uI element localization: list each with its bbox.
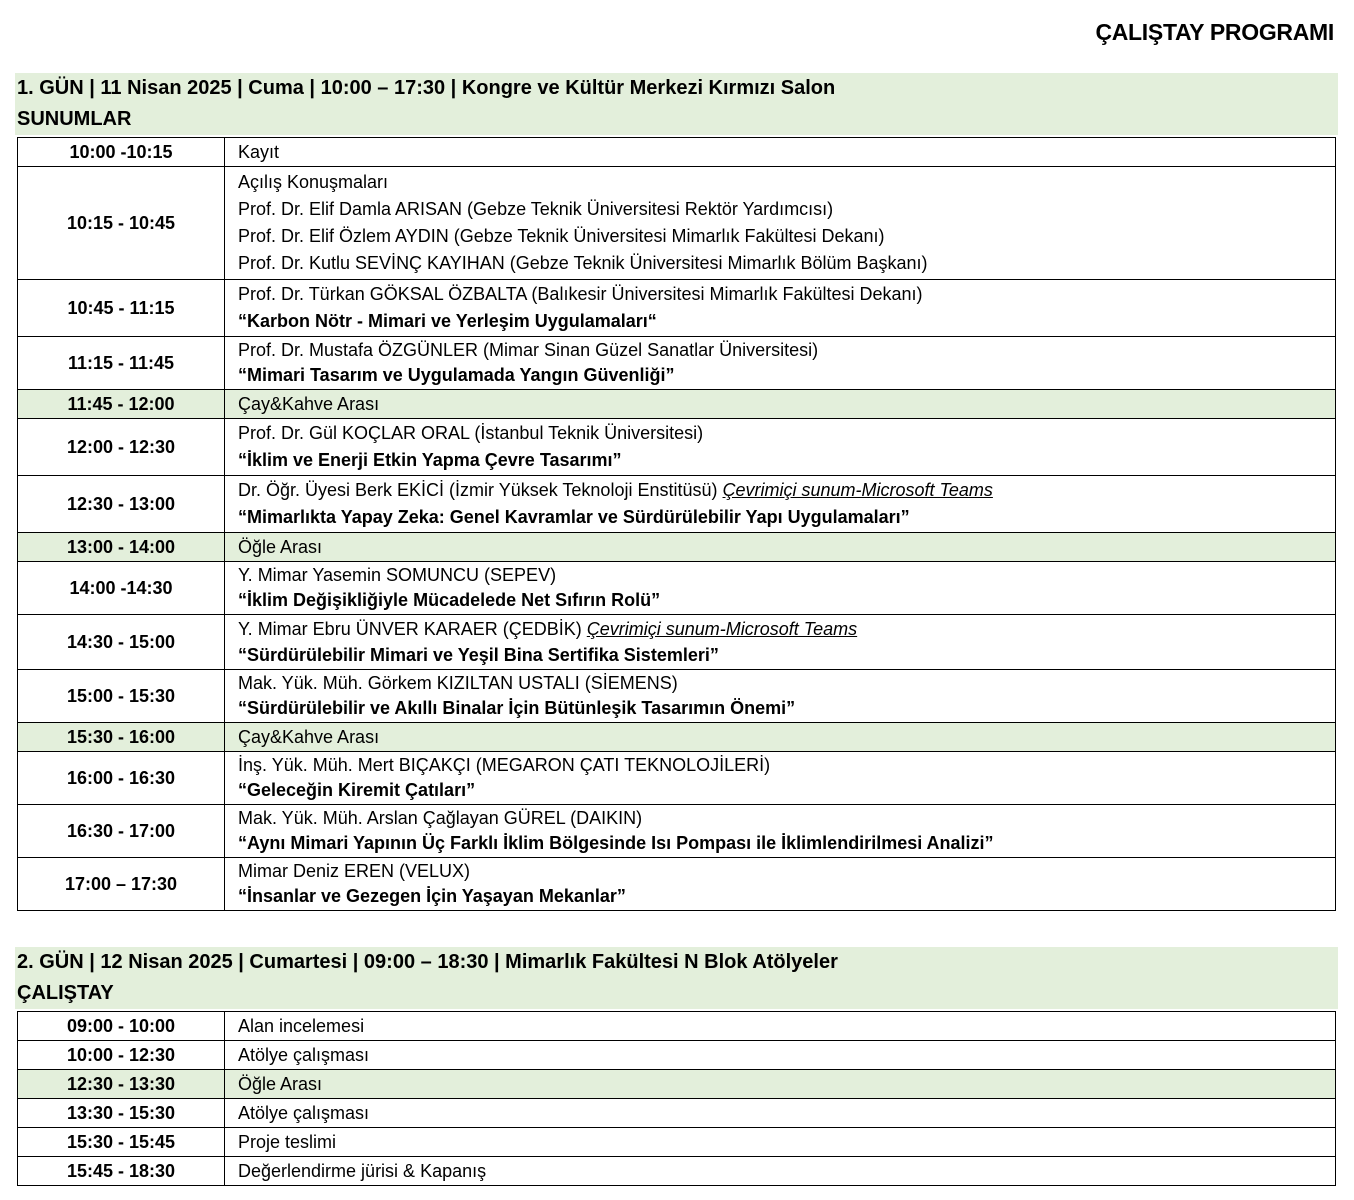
- session-details: [225, 1041, 1336, 1070]
- session-details: [225, 858, 1336, 911]
- session-line: [238, 753, 1335, 778]
- session-line: [238, 1157, 1335, 1185]
- session-line-text: Mak. Yük. Müh. Arslan Çağlayan GÜREL (DAIKIN): [238, 808, 643, 828]
- schedule-row: [18, 476, 1336, 533]
- document-title: ÇALIŞTAY PROGRAMI: [1095, 19, 1334, 45]
- session-line-text: Öğle Arası: [238, 537, 323, 557]
- talk-title-text: “Geleceğin Kiremit Çatıları”: [238, 780, 476, 800]
- session-line-text: Dr. Öğr. Üyesi Berk EKİCİ (İzmir Yüksek Teknoloji Enstitüsü): [238, 480, 718, 500]
- session-line-text: Kayıt: [238, 142, 280, 162]
- time-slot: 17:00 – 17:30: [18, 858, 225, 911]
- time-slot: 09:00 - 10:00: [18, 1012, 225, 1041]
- talk-title-text: “İklim ve Enerji Etkin Yapma Çevre Tasarımı”: [238, 450, 622, 470]
- schedule-row: [18, 138, 1336, 167]
- session-line-text: Prof. Dr. Gül KOÇLAR ORAL (İstanbul Teknik Üniversitesi): [238, 423, 704, 443]
- session-details: [225, 476, 1336, 533]
- schedule-row: [18, 533, 1336, 562]
- session-line: [238, 616, 1335, 642]
- talk-title: [238, 588, 1335, 613]
- schedule-row: [18, 419, 1336, 476]
- session-line: [238, 281, 1335, 308]
- session-line-text: Değerlendirme jürisi & Kapanış: [238, 1161, 487, 1181]
- time-slot: 11:15 - 11:45: [18, 337, 225, 390]
- session-line: [238, 338, 1335, 363]
- schedule-row: [18, 1157, 1336, 1186]
- session-line: [238, 859, 1335, 884]
- session-line: [238, 196, 1335, 223]
- session-line-text: Mimar Deniz EREN (VELUX): [238, 861, 471, 881]
- online-presentation-note: Çevrimiçi sunum-Microsoft Teams: [586, 619, 858, 639]
- session-line: [238, 169, 1335, 196]
- session-line-text: İnş. Yük. Müh. Mert BIÇAKÇI (MEGARON ÇATI TEKNOLOJİLERİ): [238, 755, 771, 775]
- time-slot: 14:00 -14:30: [18, 562, 225, 615]
- session-details: [225, 805, 1336, 858]
- session-line-text: Prof. Dr. Türkan GÖKSAL ÖZBALTA (Balıkesir Üniversitesi Mimarlık Fakültesi Dekanı): [238, 284, 923, 304]
- talk-title-text: “Sürdürülebilir Mimari ve Yeşil Bina Sertifika Sistemleri”: [238, 645, 719, 665]
- session-details: [225, 167, 1336, 280]
- session-line-text: Prof. Dr. Kutlu SEVİNÇ KAYIHAN (Gebze Teknik Üniversitesi Mimarlık Bölüm Başkanı): [238, 253, 928, 273]
- session-details: [225, 1157, 1336, 1186]
- session-line: [238, 1070, 1335, 1098]
- session-line-text: Atölye çalışması: [238, 1103, 370, 1123]
- session-details: [225, 533, 1336, 562]
- session-line: [238, 806, 1335, 831]
- schedule-row: [18, 390, 1336, 419]
- schedule-row: [18, 337, 1336, 390]
- talk-title-text: “Aynı Mimari Yapının Üç Farklı İklim Bölgesinde Isı Pompası ile İklimlendirilmesi Analizi”: [238, 833, 994, 853]
- session-line-text: Y. Mimar Yasemin SOMUNCU (SEPEV): [238, 565, 557, 585]
- schedule-row: [18, 1099, 1336, 1128]
- time-slot: 15:30 - 16:00: [18, 723, 225, 752]
- day2-subheader: ÇALIŞTAY: [17, 982, 114, 1004]
- schedule-row: [18, 805, 1336, 858]
- schedule-row: [18, 562, 1336, 615]
- day2-header-title: 2. GÜN | 12 Nisan 2025 | Cumartesi | 09:00 – 18:30 | Mimarlık Fakültesi N Blok Atölyeler: [17, 951, 838, 973]
- schedule-row: [18, 752, 1336, 805]
- time-slot: 10:45 - 11:15: [18, 280, 225, 337]
- session-details: [225, 723, 1336, 752]
- schedule-row: [18, 280, 1336, 337]
- talk-title: [238, 447, 1335, 474]
- talk-title-text: “Mimarlıkta Yapay Zeka: Genel Kavramlar ve Sürdürülebilir Yapı Uygulamaları”: [238, 507, 910, 527]
- talk-title: [238, 696, 1335, 721]
- time-slot: 10:15 - 10:45: [18, 167, 225, 280]
- session-line: [238, 1041, 1335, 1069]
- time-slot: 12:30 - 13:30: [18, 1070, 225, 1099]
- talk-title: [238, 831, 1335, 856]
- session-details: [225, 390, 1336, 419]
- session-line: [238, 1128, 1335, 1156]
- time-slot: 15:30 - 15:45: [18, 1128, 225, 1157]
- session-line: [238, 671, 1335, 696]
- session-details: [225, 562, 1336, 615]
- time-slot: 10:00 -10:15: [18, 138, 225, 167]
- session-line: [238, 563, 1335, 588]
- time-slot: 12:30 - 13:00: [18, 476, 225, 533]
- schedule-row: [18, 615, 1336, 670]
- time-slot: 15:45 - 18:30: [18, 1157, 225, 1186]
- schedule-row: [18, 1128, 1336, 1157]
- time-slot: 16:30 - 17:00: [18, 805, 225, 858]
- online-presentation-note: Çevrimiçi sunum-Microsoft Teams: [722, 480, 993, 500]
- session-details: [225, 1070, 1336, 1099]
- day1-header: [15, 73, 1338, 135]
- session-line: [238, 723, 1335, 751]
- session-details: [225, 337, 1336, 390]
- session-line-text: Çay&Kahve Arası: [238, 727, 380, 747]
- session-line: [238, 1012, 1335, 1040]
- talk-title: [238, 504, 1335, 531]
- session-line-text: Prof. Dr. Elif Özlem AYDIN (Gebze Teknik Üniversitesi Mimarlık Fakültesi Dekanı): [238, 226, 885, 246]
- day1-header-title: 1. GÜN | 11 Nisan 2025 | Cuma | 10:00 – 17:30 | Kongre ve Kültür Merkezi Kırmızı Salon: [17, 77, 836, 99]
- session-details: [225, 615, 1336, 670]
- session-line-text: Çay&Kahve Arası: [238, 394, 380, 414]
- talk-title: [238, 884, 1335, 909]
- time-slot: 12:00 - 12:30: [18, 419, 225, 476]
- time-slot: 15:00 - 15:30: [18, 670, 225, 723]
- session-line-text: Alan incelemesi: [238, 1016, 365, 1036]
- session-line: [238, 420, 1335, 447]
- session-line: [238, 390, 1335, 418]
- session-details: [225, 1099, 1336, 1128]
- session-line: [238, 223, 1335, 250]
- talk-title-text: “Mimari Tasarım ve Uygulamada Yangın Güvenliği”: [238, 365, 675, 385]
- schedule-row: [18, 670, 1336, 723]
- schedule-row: [18, 167, 1336, 280]
- session-line-text: Öğle Arası: [238, 1074, 323, 1094]
- day1-subheader: SUNUMLAR: [17, 108, 132, 130]
- session-line: [238, 477, 1335, 504]
- session-line: [238, 138, 1335, 166]
- day2-header: [15, 947, 1338, 1009]
- talk-title: [238, 308, 1335, 335]
- talk-title-text: “İklim Değişikliğiyle Mücadelede Net Sıfırın Rolü”: [238, 590, 661, 610]
- session-line: [238, 533, 1335, 561]
- session-line-text: Proje teslimi: [238, 1132, 337, 1152]
- session-line-text: Mak. Yük. Müh. Görkem KIZILTAN USTALI (SİEMENS): [238, 673, 678, 693]
- talk-title-text: “Sürdürülebilir ve Akıllı Binalar İçin Bütünleşik Tasarımın Önemi”: [238, 698, 796, 718]
- schedule-row: [18, 1070, 1336, 1099]
- time-slot: 11:45 - 12:00: [18, 390, 225, 419]
- schedule-row: [18, 858, 1336, 911]
- time-slot: 13:30 - 15:30: [18, 1099, 225, 1128]
- session-line-text: Prof. Dr. Mustafa ÖZGÜNLER (Mimar Sinan Güzel Sanatlar Üniversitesi): [238, 340, 819, 360]
- session-details: [225, 419, 1336, 476]
- talk-title: [238, 778, 1335, 803]
- session-details: [225, 670, 1336, 723]
- talk-title: [238, 363, 1335, 388]
- talk-title-text: “İnsanlar ve Gezegen İçin Yaşayan Mekanlar”: [238, 886, 626, 906]
- time-slot: 16:00 - 16:30: [18, 752, 225, 805]
- day2-schedule-table: [17, 1011, 1336, 1186]
- time-slot: 13:00 - 14:00: [18, 533, 225, 562]
- session-details: [225, 1012, 1336, 1041]
- session-line: [238, 250, 1335, 277]
- schedule-row: [18, 723, 1336, 752]
- session-details: [225, 752, 1336, 805]
- time-slot: 14:30 - 15:00: [18, 615, 225, 670]
- session-line-text: Y. Mimar Ebru ÜNVER KARAER (ÇEDBİK): [238, 619, 582, 639]
- session-line-text: Prof. Dr. Elif Damla ARISAN (Gebze Teknik Üniversitesi Rektör Yardımcısı): [238, 199, 834, 219]
- session-details: [225, 280, 1336, 337]
- session-details: [225, 1128, 1336, 1157]
- time-slot: 10:00 - 12:30: [18, 1041, 225, 1070]
- schedule-row: [18, 1012, 1336, 1041]
- session-line-text: Açılış Konuşmaları: [238, 172, 389, 192]
- session-line-text: Atölye çalışması: [238, 1045, 370, 1065]
- schedule-row: [18, 1041, 1336, 1070]
- session-line: [238, 1099, 1335, 1127]
- talk-title: [238, 642, 1335, 668]
- talk-title-text: “Karbon Nötr - Mimari ve Yerleşim Uygulamaları“: [238, 311, 657, 331]
- day1-schedule-table: [17, 137, 1336, 911]
- session-details: [225, 138, 1336, 167]
